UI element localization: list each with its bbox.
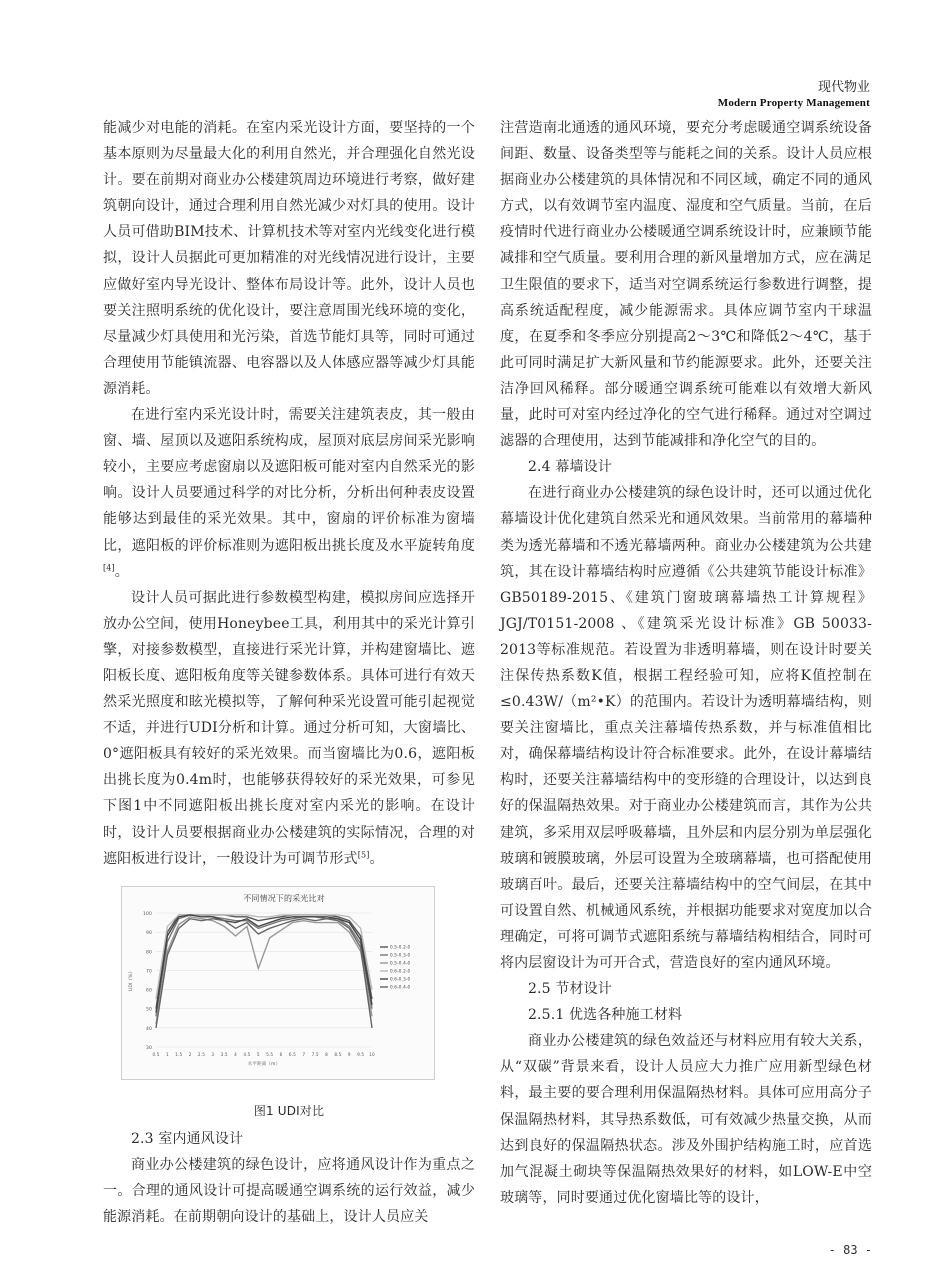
x-tick-label: 2 — [188, 1051, 192, 1057]
figure-caption: 图1 UDI对比 — [253, 1103, 325, 1118]
x-tick-label: 5 — [256, 1051, 260, 1057]
left-paragraph-2-text: 在进行室内采光设计时，需要关注建筑表皮，其一般由窗、墙、屋顶以及遮阳系统构成，屋顶对底层房间采光影响较小，主要应考虑窗扇以及遮阳板可能对室内自然采光的影响。设计人员要通过科学的对比分析，分析出何种表皮设置能够达到最佳的采光效果。其中，窗扇的评价标准为窗墙比，遮阳板的评价标准则为遮阳板出挑长度及水平旋转角度 — [103, 407, 475, 554]
x-tick-label: 7 — [302, 1051, 306, 1057]
legend-label: 0.6-0.2-0 — [390, 968, 411, 974]
left-paragraph-3-text: 设计人员可据此进行参数模型构建，模拟房间应选择开放办公空间，使用Honeybee工具，利用其中的采光计算引擎，对接参数模型，直接进行采光计算，并构建窗墙比、遮阳板长度、遮阳板角度等关键参数体系。具体可进行有效天然采光照度和眩光模拟等，了解何种采光设置可能引起视觉不适，并进行UDI分析和计算。通过分析可知，大窗墙比、0°遮阳板具有较好的采光效果。而当窗墙比为0.6，遮阳板出挑长度为0.4m时，也能够获得较好的采光效果，可参见下图1中不同遮阳板出挑长度对室内采光的影响。在设计时，设计人员要根据商业办公楼建筑的实际情况，合理的对遮阳板进行设计，一般设计为可调节形式 — [103, 589, 475, 867]
x-tick-label: 7.5 — [311, 1051, 319, 1057]
section-2-4-heading: 2.4 幕墙设计 — [528, 459, 612, 476]
left-column — [103, 115, 475, 1230]
x-tick-label: 6 — [279, 1051, 283, 1057]
right-column — [500, 115, 872, 1211]
journal-header — [718, 80, 870, 110]
section-2-5-heading: 2.5 节材设计 — [528, 981, 612, 998]
y-axis-label: UDI（%） — [129, 968, 134, 991]
citation-4: [4] — [103, 562, 115, 572]
x-tick-label: 5.5 — [266, 1051, 274, 1057]
y-tick-label: 80 — [145, 950, 152, 956]
right-paragraph-2: 在进行商业办公楼建筑的绿色设计时，还可以通过优化幕墙设计优化建筑自然采光和通风效果。当前常用的幕墙种类为透光幕墙和不透光幕墙两种。商业办公楼建筑为公共建筑，其在设计幕墙结构时应遵循《公共建筑节能设计标准》GB50189-2015、《建筑门窗玻璃幕墙热工计算规程》JGJ/T0151-2008 、《建筑采光设计标准》GB 50033-2013等标准规范。若设置为非透明幕墙，则在设计时要关注保传热系数K值，根据工程经验可知，应将K值控制在≤0.43W/（m²•K）的范围内。若设计为透明幕墙结构，则要关注窗墙比，重点关注幕墙传热系数，并与标准值相比对，确保幕墙结构设计符合标准要求。此外，在设计幕墙结构时，还要关注幕墙结构中的变形缝的合理设计，以达到良好的保温隔热效果。对于商业办公楼建筑而言，其作为公共建筑，多采用双层呼吸幕墙，且外层和内层分别为单层强化玻璃和镀膜玻璃，外层可设置为全玻璃幕墙，也可搭配使用玻璃百叶。最后，还要关注幕墙结构中的空气间层，在其中可设置自然、机械通风系统，并根据功能要求对宽度加以合理确定，可将可调节式遮阳系统与幕墙结构相结合，同时可将内层窗设计为可开合式，营造良好的室内通风环境。 — [500, 485, 872, 971]
legend-label: 0.6-0.4-0 — [390, 984, 411, 990]
series-line — [156, 915, 372, 999]
y-tick-label: 100 — [142, 911, 152, 917]
legend-label: 0.5-0.4-0 — [390, 960, 411, 966]
chart-title: 不同情况下的采光比对 — [243, 893, 325, 903]
series-line — [156, 915, 372, 1013]
y-tick-label: 40 — [145, 1026, 152, 1032]
series-line — [156, 915, 372, 1009]
y-tick-label: 90 — [145, 930, 152, 936]
left-paragraph-4: 商业办公楼建筑的绿色设计，应将通风设计作为重点之一。合理的通风设计可提高暖通空调系统的运行效益，减少能源消耗。在前期朝向设计的基础上，设计人员应关 — [103, 1156, 475, 1225]
x-tick-label: 8 — [325, 1051, 328, 1057]
x-tick-label: 9 — [347, 1051, 351, 1057]
x-tick-label: 6.5 — [288, 1051, 296, 1057]
figure-1 — [103, 886, 475, 1126]
y-tick-label: 60 — [145, 988, 152, 994]
left-paragraph-2 — [103, 402, 475, 585]
x-tick-label: 3 — [211, 1051, 215, 1057]
x-tick-label: 8.5 — [334, 1051, 342, 1057]
left-paragraph-1: 能减少对电能的消耗。在室内采光设计方面，要坚持的一个基本原则为尽量最大化的利用自然光，并合理强化自然光设计。要在前期对商业办公楼建筑周边环境进行考察，做好建筑朝向设计，通过合理利用自然光减少对灯具的使用。设计人员可借助BIM技术、计算机技术等对室内光线变化进行模拟，设计人员据此可更加精准的对光线情况进行设计，主要应做好室内导光设计、整体布局设计等。此外，设计人员也要关注照明系统的优化设计，要注意周围光线环境的变化，尽量减少灯具使用和光污染，首选节能灯具等，同时可通过合理使用节能镇流器、电容器以及人体感应器等减少灯具能源消耗。 — [103, 120, 475, 397]
x-tick-label: 3.5 — [220, 1051, 228, 1057]
page-number: - 83 - — [828, 1243, 872, 1257]
left-paragraph-2-end: 。 — [114, 563, 129, 580]
journal-title-en: Modern Property Management — [717, 97, 870, 109]
left-paragraph-3-end: 。 — [369, 850, 384, 867]
right-paragraph-3: 商业办公楼建筑的绿色效益还与材料应用有较大关系，从“双碳”背景来看，设计人员应大力推广应用新型绿色材料，最主要的要合理利用保温隔热材料。具体可应用高分子保温隔热材料，其导热系数低，可有效减少热量交换，从而达到良好的保温隔热状态。涉及外围护结构施工时，应首选加气混凝土砌块等保温隔热效果好的材料，如LOW-E中空玻璃等，同时要通过优化窗墙比等的设计， — [500, 1033, 872, 1206]
legend-label: 0.6-0.3-0 — [390, 976, 411, 982]
x-tick-label: 1 — [165, 1051, 169, 1057]
series-line — [156, 915, 372, 1016]
x-tick-label: 10 — [369, 1051, 375, 1057]
udi-chart-frame — [121, 886, 435, 1080]
legend-label: 0.5-0.2-0 — [390, 944, 411, 950]
citation-5: [5] — [357, 849, 370, 859]
series-line — [156, 918, 372, 1027]
x-tick-label: 9.5 — [357, 1051, 365, 1057]
section-2-5-1-heading: 2.5.1 优选各种施工材料 — [528, 1007, 683, 1024]
left-paragraph-3 — [103, 585, 475, 872]
y-tick-label: 70 — [145, 969, 152, 975]
x-tick-label: 1.5 — [175, 1051, 183, 1057]
right-paragraph-1: 注营造南北通透的通风环境，要充分考虑暖通空调系统设备间距、数量、设备类型等与能耗之间的关系。设计人员应根据商业办公楼建筑的具体情况和不同区域，确定不同的通风方式，以有效调节室内温度、湿度和空气质量。当前，在后疫情时代进行商业办公楼暖通空调系统设计时，应兼顾节能减排和空气质量。要利用合理的新风量增加方式，应在满足卫生限值的要求下，适当对空调系统运行参数进行调整，提高系统适配程度，减少能源需求。具体应调节室内干球温度，在夏季和冬季应分别提高2～3℃和降低2～4℃，基于此可同时满足扩大新风量和节约能源要求。此外，还要关注洁净回风稀释。部分暖通空调系统可能难以有效增大新风量，此时可对室内经过净化的空气进行稀释。通过对空调过滤器的合理使用，达到节能减排和净化空气的目的。 — [500, 120, 872, 450]
x-axis-label: 水平距离（m） — [247, 1061, 281, 1067]
x-tick-label: 0.5 — [152, 1051, 160, 1057]
y-tick-label: 30 — [145, 1045, 152, 1051]
journal-title-cn: 现代物业 — [817, 80, 870, 95]
x-tick-label: 2.5 — [197, 1051, 206, 1057]
x-tick-label: 4.5 — [243, 1051, 251, 1057]
y-tick-label: 50 — [145, 1007, 152, 1013]
x-tick-label: 4 — [234, 1051, 237, 1057]
section-2-3-heading: 2.3 室内通风设计 — [131, 1130, 244, 1147]
udi-line-chart — [122, 887, 434, 1079]
legend-label: 0.5-0.3-0 — [390, 952, 411, 958]
